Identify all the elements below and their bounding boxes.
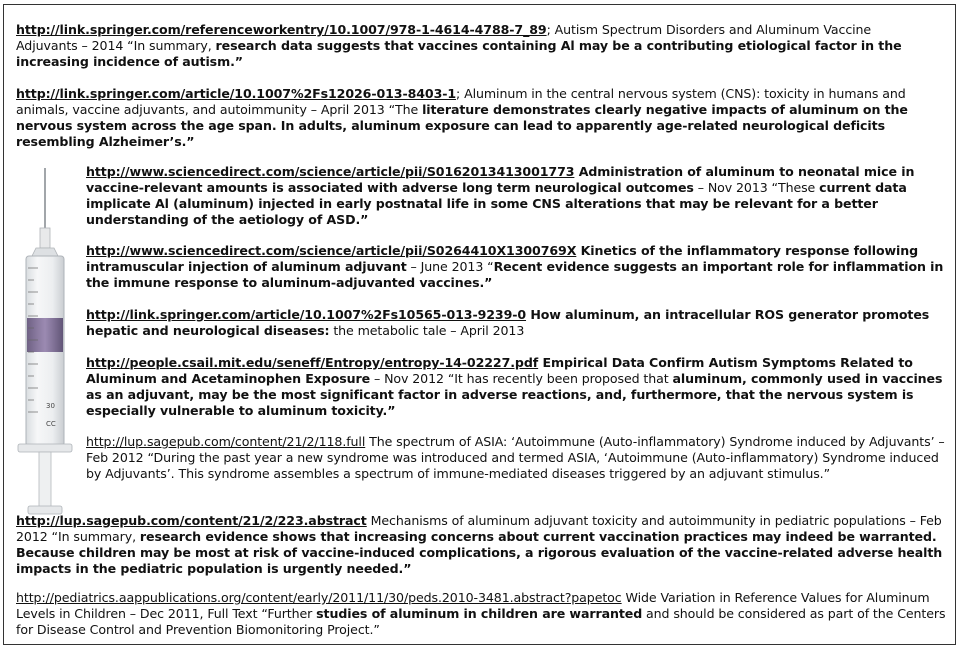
reference-quote: aluminum, commonly used in vaccines as an adjuvant, may be the most significant factor in adverse reactions, and, furthermore, that the nervous system is especially vulnerable to aluminum toxicity.”	[86, 371, 943, 418]
reference-entry	[86, 243, 956, 291]
syringe-image	[14, 168, 76, 520]
flange	[18, 444, 72, 452]
reference-text: the metabolic tale – April 2013	[329, 323, 525, 338]
reference-text: – June 2013 “	[406, 259, 494, 274]
reference-entry	[16, 22, 921, 70]
reference-title: How aluminum, an intracellular ROS generator promotes hepatic and neurological diseases:	[86, 307, 930, 338]
reference-title: Administration of aluminum to neonatal mice in vaccine-relevant amounts is associated with adverse long term neurological outcomes	[86, 164, 915, 195]
reference-text: – Nov 2012 “It has recently been proposed that	[370, 371, 673, 386]
reference-entry	[16, 513, 951, 577]
liquid	[27, 318, 63, 352]
scale-unit: CC	[46, 420, 56, 428]
reference-link[interactable]: http://link.springer.com/article/10.1007%2Fs10565-013-9239-0	[86, 307, 527, 322]
reference-link[interactable]: http://www.sciencedirect.com/science/article/pii/S0162013413001773	[86, 164, 575, 179]
reference-link[interactable]: http://people.csail.mit.edu/seneff/Entropy/entropy-14-02227.pdf	[86, 355, 539, 370]
reference-text: – Nov 2013 “These	[693, 180, 820, 195]
reference-title: Empirical Data Confirm Autism Symptoms Related to Aluminum and Acetaminophen Exposure	[86, 355, 913, 386]
scale-label: 30	[46, 402, 55, 410]
reference-quote: current data implicate Al (aluminum) injected in early postnatal life in some CNS alterations that may be relevant for a better understanding of the aetiology of ASD.”	[86, 180, 907, 227]
reference-text: ; Autism Spectrum Disorders and Aluminum Vaccine Adjuvants – 2014 “In summary,	[16, 22, 872, 53]
reference-entry	[16, 86, 953, 150]
reference-text: Wide Variation in Reference Values for Aluminum Levels in Children – Dec 2011, Full Text “Further	[16, 590, 930, 621]
reference-link[interactable]: http://link.springer.com/referenceworkentry/10.1007/978-1-4614-4788-7_89	[16, 22, 547, 37]
plunger-rod	[39, 452, 51, 508]
reference-quote: research evidence shows that increasing concerns about current vaccination practices may indeed be warranted. Because children may be most at risk of vaccine-induced complications, a rigorous evaluation of the vaccine-related adverse health impacts in the pediatric population is urgently needed.”	[16, 529, 943, 576]
reference-text: and should be considered as part of the Centers for Disease Control and Prevention Biomonitoring Project.”	[16, 606, 946, 637]
reference-entry	[16, 590, 951, 638]
reference-entry	[86, 434, 951, 482]
reference-quote: studies of aluminum in children are warranted	[316, 606, 643, 621]
reference-quote: literature demonstrates clearly negative impacts of aluminum on the nervous system across the age span. In adults, aluminum exposure can lead to apparently age-related neurological deficits resembling Alzheimer’s.”	[16, 102, 908, 149]
reference-link[interactable]: http://lup.sagepub.com/content/21/2/118.full	[86, 434, 366, 449]
reference-quote: research data suggests that vaccines containing Al may be a contributing etiological factor in the increasing incidence of autism.”	[16, 38, 902, 69]
reference-entry	[86, 307, 946, 339]
reference-text: Mechanisms of aluminum adjuvant toxicity and autoimmunity in pediatric populations – Feb 2012 “In summary,	[16, 513, 942, 544]
reference-link[interactable]: http://pediatrics.aappublications.org/content/early/2011/11/30/peds.2010-3481.abstract?papetoc	[16, 590, 622, 605]
reference-link[interactable]: http://www.sciencedirect.com/science/article/pii/S0264410X1300769X	[86, 243, 577, 258]
reference-link[interactable]: http://lup.sagepub.com/content/21/2/223.abstract	[16, 513, 367, 528]
reference-entry	[86, 164, 946, 228]
reference-entry	[86, 355, 946, 419]
reference-title: Kinetics of the inflammatory response following intramuscular injection of aluminum adjuvant	[86, 243, 919, 274]
reference-link[interactable]: http://link.springer.com/article/10.1007%2Fs12026-013-8403-1	[16, 86, 457, 101]
needle-hub	[40, 228, 50, 248]
reference-text: The spectrum of ASIA: ‘Autoimmune (Auto-inflammatory) Syndrome induced by Adjuvants’ – Feb 2012 “During the past year a new syndrome was introduced and termed ASIA, ‘Autoimmune (Auto-inflammatory) Syndrome induced by Adjuvants’. This syndrome assembles a spectrum of immune-mediated diseases triggered by an adjuvant stimulus.”	[86, 434, 945, 481]
reference-text: ; Aluminum in the central nervous system (CNS): toxicity in humans and animals, vaccine adjuvants, and autoimmunity – April 2013 “The	[16, 86, 906, 117]
reference-quote: Recent evidence suggests an important role for inflammation in the immune response to aluminum-adjuvanted vaccines.”	[86, 259, 944, 290]
